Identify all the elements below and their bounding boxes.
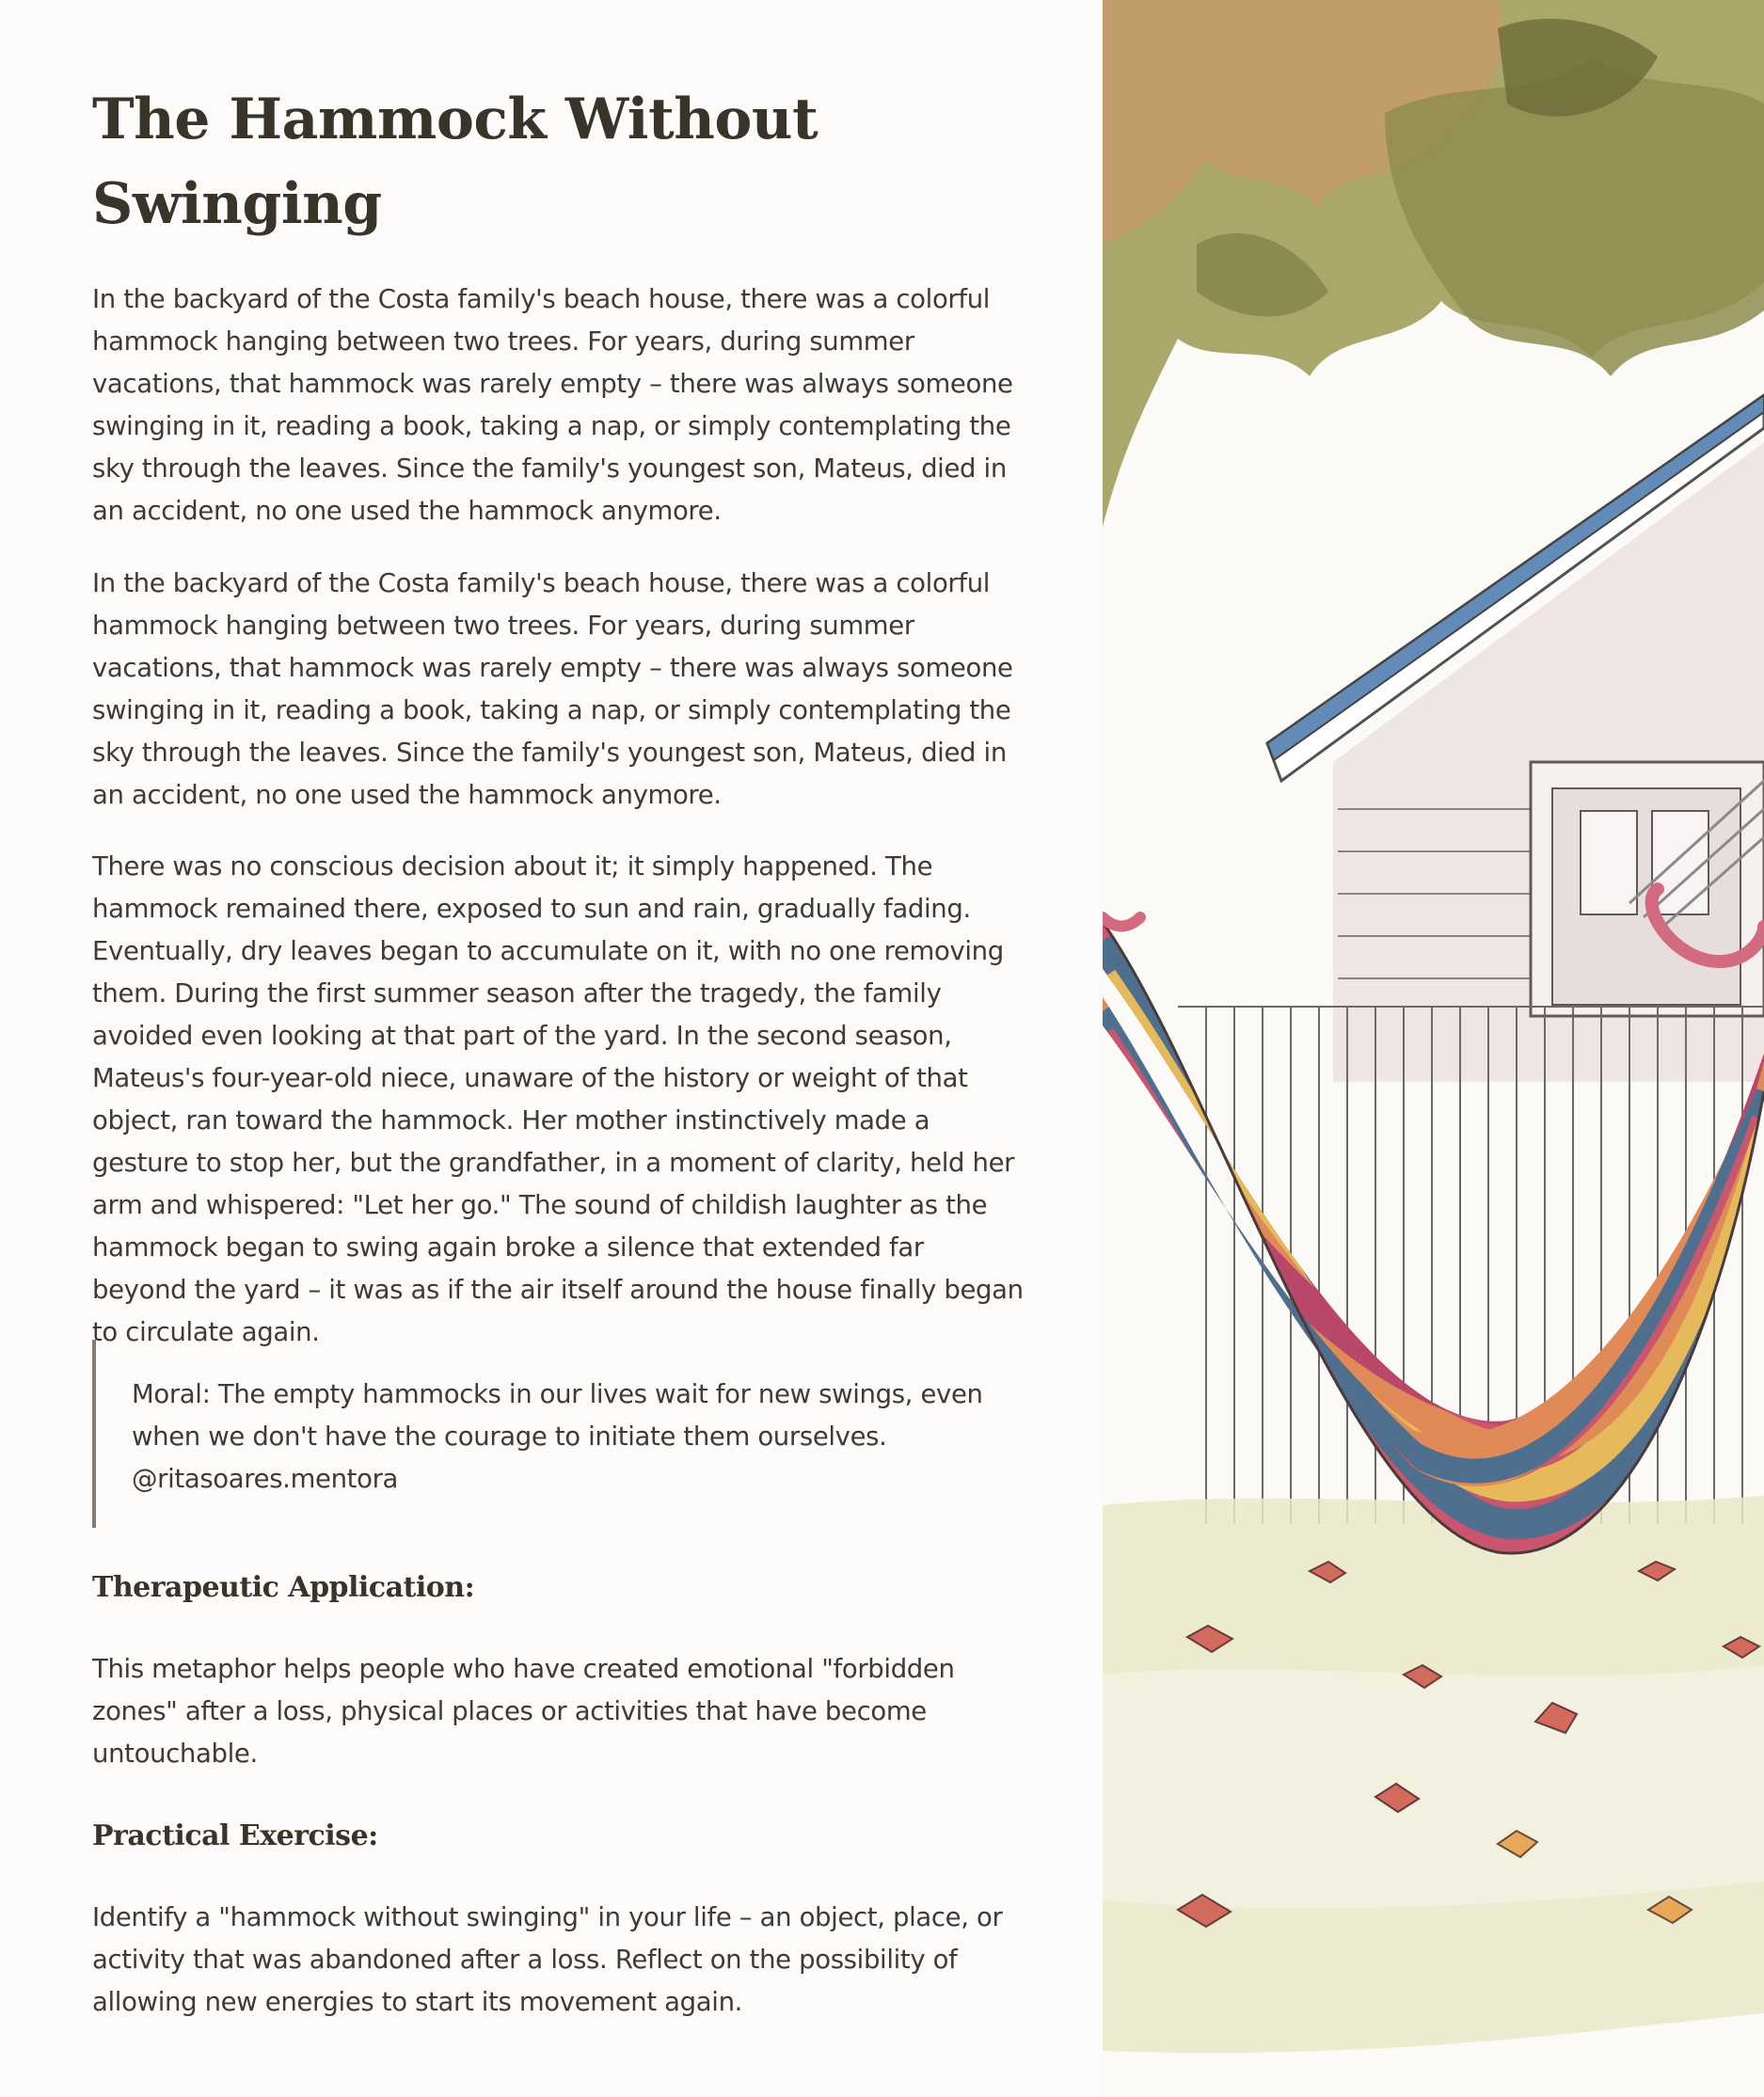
story-title: The Hammock Without Swinging xyxy=(92,87,818,237)
practical-exercise-text: Identify a "hammock without swinging" in your life – an object, place, or activity that was abandoned after a loss. Reflect on the possibility of allowing new energies to start its movement again. xyxy=(92,1902,1003,2017)
moral-text: Moral: The empty hammocks in our lives wait for new swings, even when we don't have the courage to initiate them ourselves. xyxy=(132,1379,983,1452)
moral-quote-text xyxy=(132,1374,1007,1501)
story-paragraph-1: In the backyard of the Costa family's beach house, there was a colorful hammock hanging between two trees. For years, during summer vacations, that hammock was rarely empty – there was always someone swinging in it, reading a book, taking a nap, or simply contemplating the sky through the leaves. Since the family's youngest son, Mateus, died in an accident, no one used the hammock anymore. xyxy=(92,284,1013,526)
therapeutic-application-heading: Therapeutic Application: xyxy=(92,1571,475,1604)
practical-exercise-heading: Practical Exercise: xyxy=(92,1819,378,1852)
therapeutic-application-text: This metaphor helps people who have created emotional "forbidden zones" after a loss, physical places or activities that have become untouchable. xyxy=(92,1654,955,1769)
story-paragraph-2: In the backyard of the Costa family's beach house, there was a colorful hammock hanging between two trees. For years, during summer vacations, that hammock was rarely empty – there was always someone swinging in it, reading a book, taking a nap, or simply contemplating the sky through the leaves. Since the family's youngest son, Mateus, died in an accident, no one used the hammock anymore. xyxy=(92,568,1013,810)
moral-blockquote xyxy=(92,1340,1024,1528)
story-paragraph-3: There was no conscious decision about it; it simply happened. The hammock remained there, exposed to sun and rain, gradually fading. Eventually, dry leaves began to accumulate on it, with no one removing them. During the first summer season after the tragedy, the family avoided even looking at that part of the yard. In the second season, Mateus's four-year-old niece, unaware of the history or weight of that object, ran toward the hammock. Her mother instinctively made a gesture to stop her, but the grandfather, in a moment of clarity, held her arm and whispered: "Let her go." The sound of childish laughter as the hammock began to swing again broke a silence that extended far beyond the yard – it was as if the air itself around the house finally began to circulate again. xyxy=(92,851,1024,1347)
hammock-illustration xyxy=(1103,0,1764,2097)
author-handle: @ritasoares.mentora xyxy=(132,1464,399,1494)
